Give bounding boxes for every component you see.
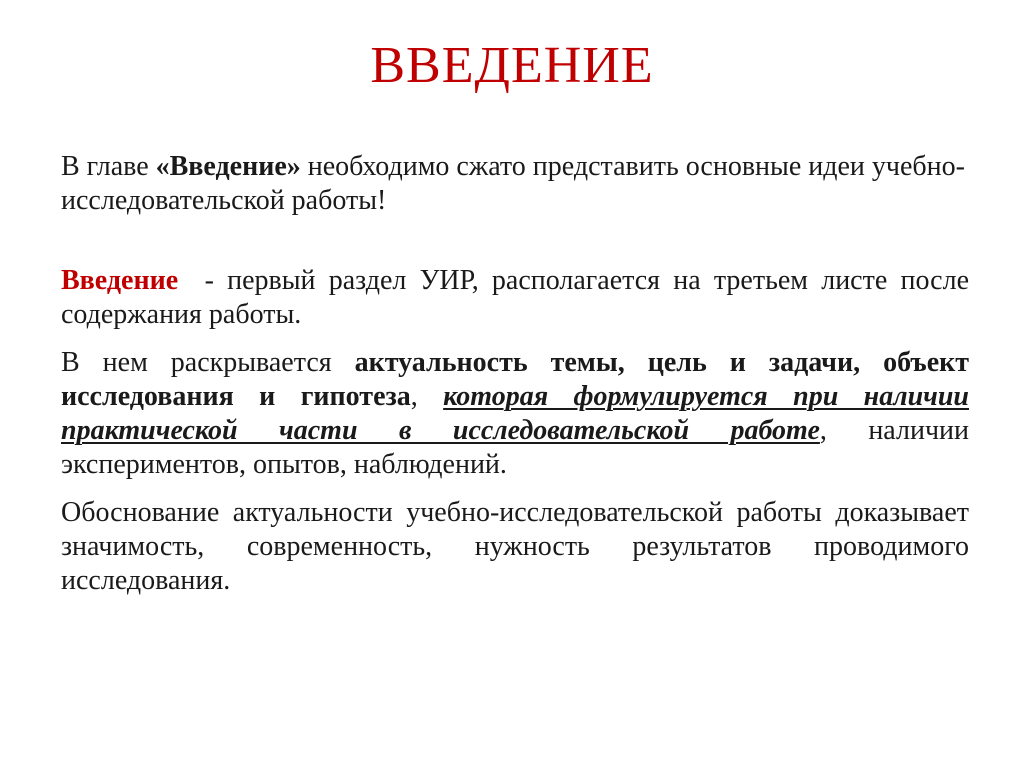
paragraph-relevance	[61, 496, 969, 598]
paragraph-contents-text-1: В нем раскрывается	[61, 347, 355, 378]
paragraph-definition-text: - первый раздел УИР, располагается на третьем листе после содержания работы.	[61, 265, 976, 330]
paragraph-relevance-text: Обоснование актуальности учебно-исследовательской работы доказывает значимость, современность, нужность результатов проводимого исследования.	[61, 497, 969, 596]
paragraph-contents-bold: актуальность темы, цель и задачи, объект исследования и гипотеза	[61, 347, 970, 412]
slide-title: ВВЕДЕНИЕ	[370, 37, 654, 94]
paragraph-contents-emphasis: которая формулируется при наличии практической части в исследовательской работе	[61, 381, 969, 446]
paragraph-intro	[61, 150, 969, 218]
paragraph-intro-text-2: необходимо сжато представить основные идеи учебно-исследовательской работы!	[61, 151, 965, 216]
paragraph-definition	[61, 264, 976, 332]
paragraph-intro-bold: «Введение»	[155, 151, 301, 182]
paragraph-contents-text-2: ,	[410, 381, 444, 412]
paragraph-contents-text-3: , наличии экспериментов, опытов, наблюдений.	[61, 415, 969, 480]
paragraph-contents	[61, 346, 969, 482]
paragraph-definition-term: Введение	[61, 265, 179, 296]
paragraph-intro-text-1: В главе	[61, 151, 156, 182]
slide-body	[61, 150, 976, 598]
